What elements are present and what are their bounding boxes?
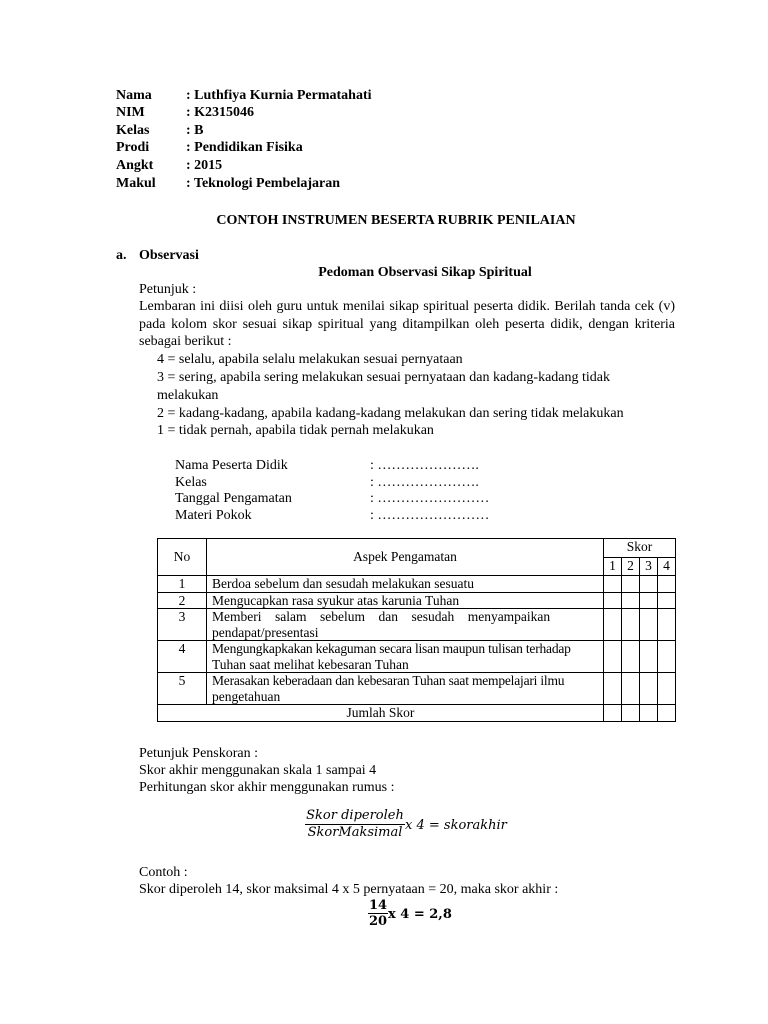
identity-value: : K2315046 <box>186 105 255 120</box>
row-number: 2 <box>158 592 207 609</box>
identity-row-nim <box>116 104 516 121</box>
aspect-header: Aspek Pengamatan <box>207 539 604 576</box>
table-row <box>158 609 676 641</box>
score-cell[interactable] <box>640 576 658 593</box>
student-info-label: Materi Pokok <box>175 508 252 523</box>
score-cell[interactable] <box>604 641 622 673</box>
criteria-item: 3 = sering, apabila sering melakukan sesuai pernyataan dan kadang-kadang tidak <box>157 370 611 385</box>
identity-label: Kelas <box>116 123 150 138</box>
student-info-label: Tanggal Pengamatan <box>175 491 292 506</box>
criteria-item: 4 = selalu, apabila selalu melakukan sesuai pernyataan <box>157 352 463 367</box>
observation-table <box>157 538 676 722</box>
identity-row-prodi <box>116 139 516 156</box>
score-col-header: 2 <box>622 557 640 576</box>
row-aspect <box>207 673 604 705</box>
score-cell[interactable] <box>604 592 622 609</box>
student-info-value: : …………………. <box>370 458 479 473</box>
petunjuk-line: Lembaran ini diisi oleh guru untuk menilai sikap spiritual peserta didik. Berilah tanda cek (v) <box>139 299 675 314</box>
no-header: No <box>158 539 207 576</box>
score-cell[interactable] <box>658 609 676 641</box>
identity-value: : Luthfiya Kurnia Permatahati <box>186 88 372 103</box>
identity-row-makul <box>116 175 516 192</box>
identity-row-kelas <box>116 122 516 139</box>
criteria-item: melakukan <box>157 388 219 403</box>
total-score-cell[interactable] <box>622 705 640 722</box>
identity-value: : Pendidikan Fisika <box>186 140 303 155</box>
section-marker: a. <box>116 248 127 263</box>
aspect-text-cont: pendapat/presentasi <box>212 624 319 640</box>
score-cell[interactable] <box>604 576 622 593</box>
score-cell[interactable] <box>658 576 676 593</box>
aspect-text-cont: pengetahuan <box>212 688 281 704</box>
scoring-line: Perhitungan skor akhir menggunakan rumus : <box>139 780 395 795</box>
score-cell[interactable] <box>658 641 676 673</box>
total-score-cell[interactable] <box>604 705 622 722</box>
score-cell[interactable] <box>622 592 640 609</box>
petunjuk-line: sebagai berikut : <box>139 334 232 349</box>
total-label: Jumlah Skor <box>158 705 604 722</box>
subtitle: Pedoman Observasi Sikap Spiritual <box>318 265 532 280</box>
petunjuk-heading: Petunjuk : <box>139 282 197 297</box>
score-cell[interactable] <box>622 609 640 641</box>
table-row <box>158 641 676 673</box>
identity-label: Angkt <box>116 158 154 173</box>
row-number: 5 <box>158 673 207 705</box>
table-header-row <box>158 539 676 558</box>
example-heading: Contoh : <box>139 865 188 880</box>
identity-value: : 2015 <box>186 158 223 173</box>
score-cell[interactable] <box>640 673 658 705</box>
total-score-cell[interactable] <box>658 705 676 722</box>
identity-row-angkt <box>116 157 516 174</box>
score-cell[interactable] <box>640 641 658 673</box>
example-rest: x 4 = 2,8 <box>388 907 452 922</box>
score-cell[interactable] <box>604 673 622 705</box>
score-col-header: 1 <box>604 557 622 576</box>
identity-label: NIM <box>116 105 145 120</box>
scoring-line: Skor akhir menggunakan skala 1 sampai 4 <box>139 763 377 778</box>
formula-rest: x 4 = skorakhir <box>405 818 507 833</box>
score-cell[interactable] <box>622 576 640 593</box>
aspect-text-cont: Tuhan saat melihat kebesaran Tuhan <box>212 656 409 672</box>
total-score-cell[interactable] <box>640 705 658 722</box>
student-info-label: Nama Peserta Didik <box>175 458 288 473</box>
identity-row-nama <box>116 87 516 104</box>
table-row <box>158 592 676 609</box>
example-text: Skor diperoleh 14, skor maksimal 4 x 5 pernyataan = 20, maka skor akhir : <box>139 882 559 897</box>
student-info-label: Kelas <box>175 475 207 490</box>
example-denominator: 20 <box>368 914 388 929</box>
identity-label: Prodi <box>116 140 150 155</box>
aspect-text: Berdoa sebelum dan sesudah melakukan sesuatu <box>212 576 475 591</box>
score-col-header: 3 <box>640 557 658 576</box>
table-row <box>158 673 676 705</box>
criteria-item: 2 = kadang-kadang, apabila kadang-kadang melakukan dan sering tidak melakukan <box>157 406 624 421</box>
identity-block <box>116 87 516 197</box>
example-numerator: 14 <box>368 898 388 913</box>
score-cell[interactable] <box>658 673 676 705</box>
formula-fraction <box>305 808 405 841</box>
table-row <box>158 576 676 593</box>
scoring-heading: Petunjuk Penskoran : <box>139 746 258 761</box>
score-cell[interactable] <box>640 592 658 609</box>
score-cell[interactable] <box>604 609 622 641</box>
row-number: 1 <box>158 576 207 593</box>
row-aspect <box>207 609 604 641</box>
aspect-text: Merasakan keberadaan dan kebesaran Tuhan saat mempelajari ilmu <box>212 673 565 688</box>
aspect-text: Memberi salam sebelum dan sesudah menyampaikan <box>212 609 551 624</box>
formula-numerator: Skor diperoleh <box>306 808 404 823</box>
criteria-item: 1 = tidak pernah, apabila tidak pernah melakukan <box>157 423 434 438</box>
score-cell[interactable] <box>622 673 640 705</box>
petunjuk-line: pada kolom skor sesuai sikap spiritual yang ditampilkan oleh peserta didik, dengan kriteria <box>139 317 675 332</box>
score-cell[interactable] <box>622 641 640 673</box>
identity-value: : Teknologi Pembelajaran <box>186 176 341 191</box>
score-header: Skor <box>604 539 676 558</box>
identity-value: : B <box>186 123 204 138</box>
score-col-header: 4 <box>658 557 676 576</box>
student-info-value: : …………………… <box>370 508 490 523</box>
identity-label: Nama <box>116 88 152 103</box>
row-number: 4 <box>158 641 207 673</box>
total-row <box>158 705 676 722</box>
aspect-text: Mengucapkan rasa syukur atas karunia Tuhan <box>212 592 460 608</box>
row-number: 3 <box>158 609 207 641</box>
aspect-text: Mengungkapkakan kekaguman secara lisan maupun tulisan terhadap <box>212 641 571 656</box>
document-title: CONTOH INSTRUMEN BESERTA RUBRIK PENILAIAN <box>216 213 576 228</box>
section-label: Observasi <box>139 248 199 263</box>
example-fraction <box>368 898 388 929</box>
row-aspect <box>207 576 604 593</box>
score-cell[interactable] <box>658 592 676 609</box>
identity-label: Makul <box>116 176 156 191</box>
formula-denominator: SkorMaksimal <box>307 825 403 840</box>
row-aspect <box>207 592 604 609</box>
score-cell[interactable] <box>640 609 658 641</box>
student-info-value: : …………………. <box>370 475 479 490</box>
student-info-value: : …………………… <box>370 491 490 506</box>
row-aspect <box>207 641 604 673</box>
